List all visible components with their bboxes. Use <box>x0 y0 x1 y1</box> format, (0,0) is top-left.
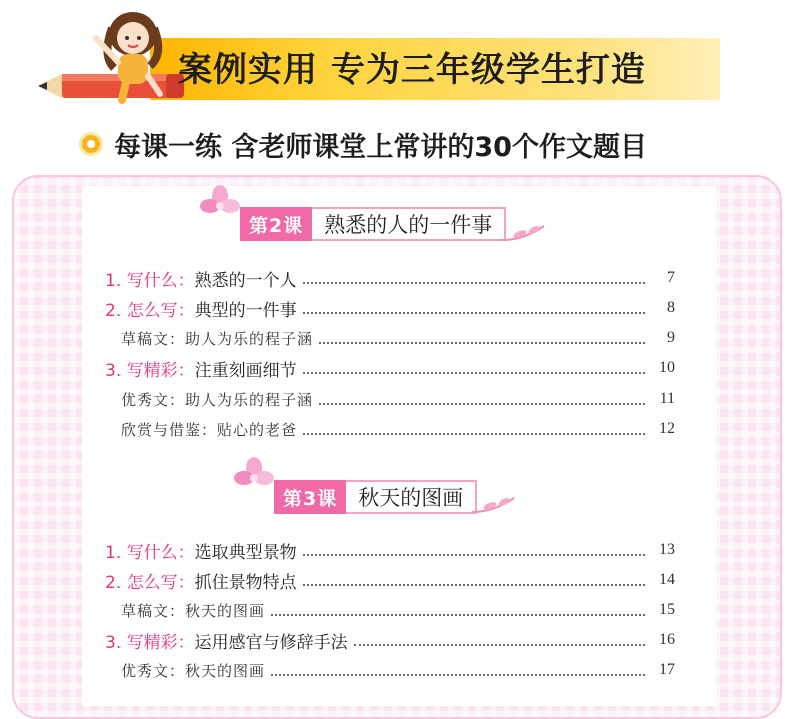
leader-dots <box>319 328 645 344</box>
leader-dots <box>303 419 645 435</box>
flower-icon <box>198 184 242 224</box>
leader-dots <box>303 570 645 586</box>
lesson-title: 秋天的图画 <box>346 480 477 514</box>
page-number: 16 <box>659 631 675 648</box>
toc-entry[interactable] <box>105 325 675 351</box>
page-number: 7 <box>667 269 675 286</box>
page-number: 10 <box>659 359 675 376</box>
entry-key: 2. 怎么写： <box>105 572 195 593</box>
toc-entry[interactable] <box>105 597 675 623</box>
leader-dots <box>319 389 645 405</box>
page-number: 9 <box>667 329 675 346</box>
entry-text: 草稿文：助人为乐的程子涵 <box>121 329 314 348</box>
entry-key: 3. 写精彩： <box>105 360 195 381</box>
leader-dots <box>303 268 645 284</box>
leader-dots <box>303 298 645 314</box>
subtitle: 每课一练 含老师课堂上常讲的30个作文题目 <box>114 131 647 163</box>
toc-entry[interactable] <box>105 416 675 442</box>
lesson-title: 熟悉的人的一件事 <box>312 207 506 241</box>
toc-entry[interactable] <box>105 657 675 683</box>
toc-entry[interactable] <box>105 295 675 321</box>
entry-text: 运用感官与修辞手法 <box>194 632 348 653</box>
bullet-circle-icon <box>82 135 100 153</box>
leader-dots <box>271 660 645 676</box>
entry-text: 注重刻画细节 <box>194 360 297 381</box>
entry-text: 抓住景物特点 <box>194 572 297 593</box>
toc-entry[interactable] <box>105 537 675 563</box>
subtitle-row <box>82 124 647 164</box>
lesson-2-header <box>240 207 506 241</box>
entry-key: 1. 写什么： <box>105 270 195 291</box>
lesson-number: 第3课 <box>274 480 346 514</box>
toc-entry[interactable] <box>105 627 675 653</box>
page-number: 8 <box>667 299 675 316</box>
lesson-number: 第2课 <box>240 207 312 241</box>
leader-dots <box>354 630 645 646</box>
girl-illustration <box>88 6 178 106</box>
toc-entry[interactable] <box>105 355 675 381</box>
page-number: 17 <box>659 661 675 678</box>
page-number: 11 <box>659 390 675 407</box>
toc-entry[interactable] <box>105 386 675 412</box>
page-number: 12 <box>659 420 675 437</box>
entry-key: 3. 写精彩： <box>105 632 195 653</box>
entry-text: 欣赏与借鉴：贴心的老爸 <box>121 420 298 439</box>
leader-dots <box>303 540 645 556</box>
leaf-sprig-icon <box>500 222 546 244</box>
leaf-sprig-icon <box>470 494 516 516</box>
entry-key: 2. 怎么写： <box>105 300 195 321</box>
page-number: 13 <box>659 541 675 558</box>
leader-dots <box>271 600 645 616</box>
entry-text: 草稿文：秋天的图画 <box>121 601 266 620</box>
page-number: 15 <box>659 601 675 618</box>
toc-entry[interactable] <box>105 265 675 291</box>
leader-dots <box>303 358 645 374</box>
flower-icon <box>232 456 276 496</box>
entry-text: 优秀文：秋天的图画 <box>121 661 266 680</box>
page-number: 14 <box>659 571 675 588</box>
entry-text: 选取典型景物 <box>194 542 297 563</box>
lesson-3-header <box>274 480 477 514</box>
entry-key: 1. 写什么： <box>105 542 195 563</box>
entry-text: 优秀文：助人为乐的程子涵 <box>121 390 314 409</box>
entry-text: 熟悉的一个人 <box>194 270 297 291</box>
entry-text: 典型的一件事 <box>194 300 297 321</box>
toc-entry[interactable] <box>105 567 675 593</box>
banner-title: 案例实用 专为三年级学生打造 <box>178 50 646 90</box>
